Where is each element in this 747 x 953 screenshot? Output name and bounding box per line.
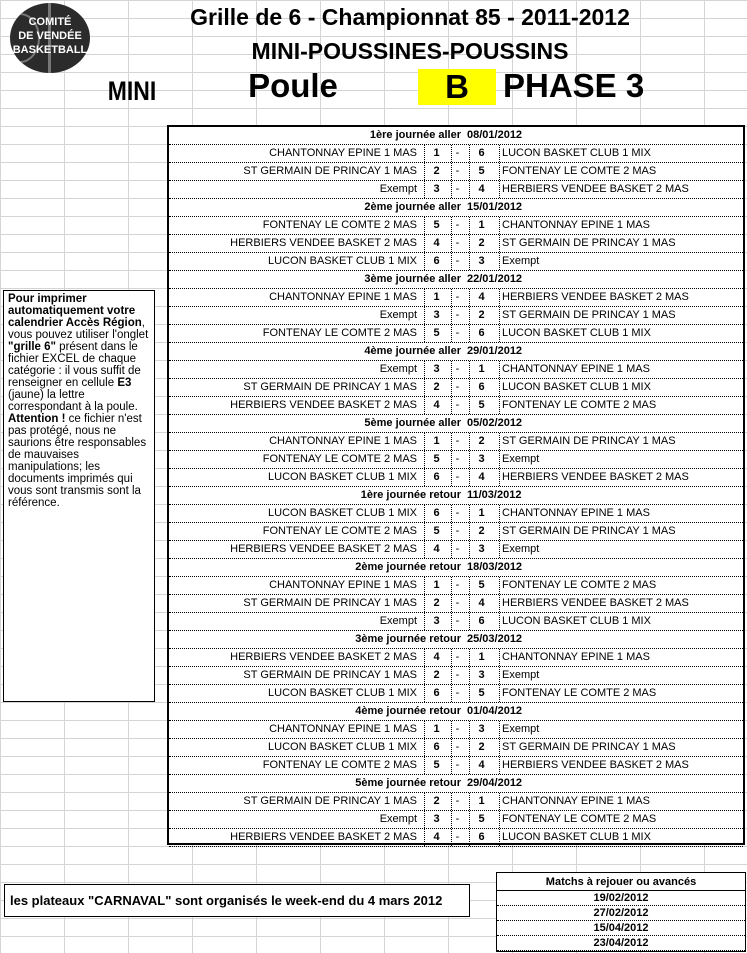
note-warning-text: ce fichier n'est pas protégé, nous ne saurions être responsables de mauvaises manipulations; les documents imprimés qui vous sont transmis sont la référence. <box>8 413 147 509</box>
away-team-number: 1 <box>469 793 493 810</box>
away-team-number: 5 <box>469 811 493 828</box>
home-team: ST GERMAIN DE PRINCAY 1 MAS <box>243 165 417 177</box>
away-team-number: 3 <box>469 667 493 684</box>
away-team: CHANTONNAY EPINE 1 MAS <box>499 361 650 378</box>
matchday-label: 4ème journée retour <box>355 705 461 717</box>
logo-line-2: DE VENDÉE <box>18 30 82 42</box>
away-team-number: 4 <box>469 595 493 612</box>
versus-dash: - <box>451 757 463 774</box>
away-team: CHANTONNAY EPINE 1 MAS <box>499 217 650 234</box>
versus-dash: - <box>451 505 463 522</box>
away-team-number: 6 <box>469 145 493 162</box>
matchday-date: 11/03/2012 <box>467 489 522 501</box>
away-team: FONTENAY LE COMTE 2 MAS <box>499 577 656 594</box>
match-row <box>169 235 743 253</box>
home-team: Exempt <box>379 309 417 321</box>
match-row <box>169 433 743 451</box>
matchday-header <box>169 415 743 433</box>
away-team: LUCON BASKET CLUB 1 MIX <box>499 145 651 162</box>
versus-dash: - <box>451 451 463 468</box>
matchday-date: 22/01/2012 <box>467 273 523 285</box>
away-team-number: 1 <box>469 649 493 666</box>
versus-dash: - <box>451 235 463 252</box>
matchday-label: 3ème journée aller <box>364 273 461 285</box>
match-row <box>169 325 743 343</box>
away-team-number: 4 <box>469 469 493 486</box>
away-team-number: 2 <box>469 307 493 324</box>
away-team: ST GERMAIN DE PRINCAY 1 MAS <box>499 739 676 756</box>
away-team: ST GERMAIN DE PRINCAY 1 MAS <box>499 307 676 324</box>
versus-dash: - <box>451 811 463 828</box>
home-team: HERBIERS VENDEE BASKET 2 MAS <box>230 237 417 249</box>
away-team: LUCON BASKET CLUB 1 MIX <box>499 325 651 342</box>
match-row <box>169 469 743 487</box>
matchday-header <box>169 343 743 361</box>
versus-dash: - <box>451 433 463 450</box>
away-team: FONTENAY LE COMTE 2 MAS <box>499 811 656 828</box>
match-row <box>169 289 743 307</box>
home-team: HERBIERS VENDEE BASKET 2 MAS <box>230 831 417 843</box>
rescheduled-date: 27/02/2012 <box>497 906 745 921</box>
versus-dash: - <box>451 379 463 396</box>
home-team: LUCON BASKET CLUB 1 MIX <box>268 255 417 267</box>
matchday-date: 18/03/2012 <box>467 561 523 573</box>
note-paragraph-1 <box>8 293 150 413</box>
versus-dash: - <box>451 685 463 702</box>
home-team: Exempt <box>379 615 417 627</box>
matchday-date: 15/01/2012 <box>467 201 523 213</box>
match-row <box>169 649 743 667</box>
print-instructions-note <box>3 290 155 702</box>
versus-dash: - <box>451 163 463 180</box>
away-team-number: 2 <box>469 523 493 540</box>
home-team-number: 1 <box>424 577 448 594</box>
match-row <box>169 577 743 595</box>
away-team: FONTENAY LE COMTE 2 MAS <box>499 685 656 702</box>
versus-dash: - <box>451 721 463 738</box>
home-team-number: 5 <box>424 325 448 342</box>
away-team-number: 4 <box>469 181 493 198</box>
away-team: Exempt <box>499 667 539 684</box>
note-text-a: , vous pouvez utiliser l'onglet <box>8 317 149 341</box>
away-team-number: 5 <box>469 685 493 702</box>
matchday-label: 4ème journée aller <box>364 345 461 357</box>
home-team-number: 1 <box>424 721 448 738</box>
home-team: LUCON BASKET CLUB 1 MIX <box>268 741 417 753</box>
versus-dash: - <box>451 523 463 540</box>
home-team-number: 6 <box>424 469 448 486</box>
matchday-date: 08/01/2012 <box>467 129 523 141</box>
home-team: CHANTONNAY EPINE 1 MAS <box>269 291 417 303</box>
home-team: FONTENAY LE COMTE 2 MAS <box>262 327 417 339</box>
matchday-header <box>169 199 743 217</box>
matchday-date: 05/02/2012 <box>467 417 523 429</box>
matchday-label: 2ème journée retour <box>355 561 461 573</box>
home-team: HERBIERS VENDEE BASKET 2 MAS <box>230 399 417 411</box>
home-team: LUCON BASKET CLUB 1 MIX <box>268 471 417 483</box>
away-team-number: 3 <box>469 253 493 270</box>
home-team: Exempt <box>379 813 417 825</box>
match-row <box>169 811 743 829</box>
poule-letter-cell[interactable]: B <box>418 69 496 105</box>
away-team-number: 1 <box>469 505 493 522</box>
match-row <box>169 739 743 757</box>
match-row <box>169 757 743 775</box>
match-row <box>169 685 743 703</box>
versus-dash: - <box>451 397 463 414</box>
home-team: CHANTONNAY EPINE 1 MAS <box>269 723 417 735</box>
away-team: FONTENAY LE COMTE 2 MAS <box>499 397 656 414</box>
home-team-number: 4 <box>424 829 448 846</box>
match-row <box>169 667 743 685</box>
versus-dash: - <box>451 613 463 630</box>
versus-dash: - <box>451 325 463 342</box>
logo-line-3: BASKETBALL <box>12 44 88 56</box>
matchday-label: 5ème journée retour <box>355 777 461 789</box>
versus-dash: - <box>451 595 463 612</box>
away-team-number: 2 <box>469 739 493 756</box>
home-team: LUCON BASKET CLUB 1 MIX <box>268 687 417 699</box>
home-team: ST GERMAIN DE PRINCAY 1 MAS <box>243 597 417 609</box>
away-team: LUCON BASKET CLUB 1 MIX <box>499 379 651 396</box>
home-team-number: 1 <box>424 289 448 306</box>
home-team-number: 5 <box>424 217 448 234</box>
home-team: FONTENAY LE COMTE 2 MAS <box>262 525 417 537</box>
matchday-header <box>169 631 743 649</box>
match-row <box>169 379 743 397</box>
versus-dash: - <box>451 307 463 324</box>
versus-dash: - <box>451 739 463 756</box>
match-row <box>169 523 743 541</box>
away-team: ST GERMAIN DE PRINCAY 1 MAS <box>499 523 676 540</box>
home-team-number: 5 <box>424 451 448 468</box>
home-team-number: 5 <box>424 757 448 774</box>
home-team-number: 1 <box>424 433 448 450</box>
away-team: HERBIERS VENDEE BASKET 2 MAS <box>499 757 689 774</box>
match-row <box>169 505 743 523</box>
match-row <box>169 829 743 847</box>
versus-dash: - <box>451 829 463 846</box>
versus-dash: - <box>451 361 463 378</box>
away-team-number: 2 <box>469 235 493 252</box>
matchday-date: 25/03/2012 <box>467 633 523 645</box>
match-row <box>169 595 743 613</box>
match-row <box>169 163 743 181</box>
matchday-label: 5ème journée aller <box>364 417 461 429</box>
home-team-number: 3 <box>424 181 448 198</box>
away-team-number: 1 <box>469 217 493 234</box>
home-team-number: 1 <box>424 145 448 162</box>
matchday-date: 29/01/2012 <box>467 345 523 357</box>
match-row <box>169 541 743 559</box>
note-tab-name: "grille 6" <box>8 341 56 353</box>
carnaval-notice: les plateaux "CARNAVAL" sont organisés le week-end du 4 mars 2012 <box>4 884 470 917</box>
away-team-number: 2 <box>469 433 493 450</box>
home-team: FONTENAY LE COMTE 2 MAS <box>262 759 417 771</box>
note-lead: Pour imprimer automatiquement votre calendrier Accès Région <box>8 293 142 329</box>
versus-dash: - <box>451 145 463 162</box>
home-team-number: 2 <box>424 793 448 810</box>
home-team: LUCON BASKET CLUB 1 MIX <box>268 507 417 519</box>
away-team-number: 5 <box>469 163 493 180</box>
matchday-date: 01/04/2012 <box>467 705 523 717</box>
home-team-number: 4 <box>424 235 448 252</box>
matchday-label: 2ème journée aller <box>364 201 461 213</box>
versus-dash: - <box>451 541 463 558</box>
home-team: HERBIERS VENDEE BASKET 2 MAS <box>230 651 417 663</box>
away-team: LUCON BASKET CLUB 1 MIX <box>499 613 651 630</box>
matchday-header <box>169 127 743 145</box>
rescheduled-date: 19/02/2012 <box>497 891 745 906</box>
home-team-number: 6 <box>424 253 448 270</box>
match-row <box>169 397 743 415</box>
logo-text <box>10 15 90 57</box>
phase-label: PHASE 3 <box>503 67 645 104</box>
home-team: ST GERMAIN DE PRINCAY 1 MAS <box>243 381 417 393</box>
home-team-number: 3 <box>424 613 448 630</box>
poule-label: Poule <box>248 67 338 104</box>
home-team: CHANTONNAY EPINE 1 MAS <box>269 579 417 591</box>
home-team-number: 3 <box>424 307 448 324</box>
away-team: CHANTONNAY EPINE 1 MAS <box>499 505 650 522</box>
away-team: HERBIERS VENDEE BASKET 2 MAS <box>499 181 689 198</box>
note-text-b: présent dans le fichier EXCEL de chaque catégorie : il vous suffit de renseigner en cellule <box>8 341 141 389</box>
home-team-number: 6 <box>424 505 448 522</box>
away-team: Exempt <box>499 721 539 738</box>
page-title: Grille de 6 - Championnat 85 - 2011-2012 <box>190 4 630 30</box>
note-text-c: (jaune) la lettre correspondant à la poule. <box>8 389 138 413</box>
matchday-header <box>169 703 743 721</box>
rescheduled-date: 15/04/2012 <box>497 921 745 936</box>
home-team-number: 6 <box>424 685 448 702</box>
away-team-number: 3 <box>469 451 493 468</box>
away-team: ST GERMAIN DE PRINCAY 1 MAS <box>499 235 676 252</box>
away-team-number: 6 <box>469 379 493 396</box>
versus-dash: - <box>451 181 463 198</box>
match-row <box>169 721 743 739</box>
away-team-number: 6 <box>469 829 493 846</box>
away-team: Exempt <box>499 253 539 270</box>
versus-dash: - <box>451 667 463 684</box>
away-team-number: 3 <box>469 541 493 558</box>
home-team-number: 3 <box>424 361 448 378</box>
match-row <box>169 451 743 469</box>
away-team: HERBIERS VENDEE BASKET 2 MAS <box>499 595 689 612</box>
match-row <box>169 361 743 379</box>
away-team: Exempt <box>499 541 539 558</box>
away-team-number: 3 <box>469 721 493 738</box>
away-team: ST GERMAIN DE PRINCAY 1 MAS <box>499 433 676 450</box>
home-team: Exempt <box>379 363 417 375</box>
note-paragraph-2 <box>8 413 150 509</box>
versus-dash: - <box>451 793 463 810</box>
match-row <box>169 307 743 325</box>
matchday-label: 1ère journée retour <box>360 489 461 501</box>
away-team-number: 6 <box>469 325 493 342</box>
matchday-date: 29/04/2012 <box>467 777 523 789</box>
away-team-number: 4 <box>469 757 493 774</box>
matchday-header <box>169 271 743 289</box>
schedule-table <box>167 125 745 845</box>
rescheduled-date: 23/04/2012 <box>497 936 745 951</box>
match-row <box>169 181 743 199</box>
match-row <box>169 613 743 631</box>
away-team: HERBIERS VENDEE BASKET 2 MAS <box>499 469 689 486</box>
home-team-number: 4 <box>424 649 448 666</box>
away-team-number: 1 <box>469 361 493 378</box>
home-team-number: 2 <box>424 379 448 396</box>
home-team-number: 6 <box>424 739 448 756</box>
away-team: HERBIERS VENDEE BASKET 2 MAS <box>499 289 689 306</box>
home-team: HERBIERS VENDEE BASKET 2 MAS <box>230 543 417 555</box>
home-team: CHANTONNAY EPINE 1 MAS <box>269 147 417 159</box>
rescheduled-matches-box <box>496 872 746 952</box>
match-row <box>169 217 743 235</box>
matchday-label: 3ème journée retour <box>355 633 461 645</box>
away-team-number: 5 <box>469 397 493 414</box>
home-team-number: 4 <box>424 397 448 414</box>
match-row <box>169 253 743 271</box>
rescheduled-title: Matchs à rejouer ou avancés <box>497 873 745 891</box>
versus-dash: - <box>451 289 463 306</box>
home-team: FONTENAY LE COMTE 2 MAS <box>262 219 417 231</box>
match-row <box>169 793 743 811</box>
home-team-number: 5 <box>424 523 448 540</box>
match-row <box>169 145 743 163</box>
matchday-header <box>169 487 743 505</box>
away-team-number: 6 <box>469 613 493 630</box>
home-team: Exempt <box>379 183 417 195</box>
versus-dash: - <box>451 253 463 270</box>
away-team: CHANTONNAY EPINE 1 MAS <box>499 649 650 666</box>
matchday-label: 1ère journée aller <box>369 129 461 141</box>
home-team-number: 4 <box>424 541 448 558</box>
committee-logo <box>10 3 90 73</box>
home-team: CHANTONNAY EPINE 1 MAS <box>269 435 417 447</box>
note-warning: Attention ! <box>8 413 66 425</box>
home-team: ST GERMAIN DE PRINCAY 1 MAS <box>243 669 417 681</box>
versus-dash: - <box>451 217 463 234</box>
note-cell-ref: E3 <box>117 377 132 389</box>
matchday-header <box>169 559 743 577</box>
level-label: MINI <box>107 76 157 106</box>
home-team-number: 3 <box>424 811 448 828</box>
away-team-number: 4 <box>469 289 493 306</box>
versus-dash: - <box>451 649 463 666</box>
away-team: LUCON BASKET CLUB 1 MIX <box>499 829 651 846</box>
versus-dash: - <box>451 469 463 486</box>
home-team: FONTENAY LE COMTE 2 MAS <box>262 453 417 465</box>
away-team: CHANTONNAY EPINE 1 MAS <box>499 793 650 810</box>
away-team-number: 5 <box>469 577 493 594</box>
home-team: ST GERMAIN DE PRINCAY 1 MAS <box>243 795 417 807</box>
category-title: MINI-POUSSINES-POUSSINS <box>251 38 569 64</box>
home-team-number: 2 <box>424 667 448 684</box>
home-team-number: 2 <box>424 163 448 180</box>
matchday-header <box>169 775 743 793</box>
home-team-number: 2 <box>424 595 448 612</box>
logo-line-1: COMITÉ <box>28 16 72 28</box>
versus-dash: - <box>451 577 463 594</box>
away-team: FONTENAY LE COMTE 2 MAS <box>499 163 656 180</box>
away-team: Exempt <box>499 451 539 468</box>
